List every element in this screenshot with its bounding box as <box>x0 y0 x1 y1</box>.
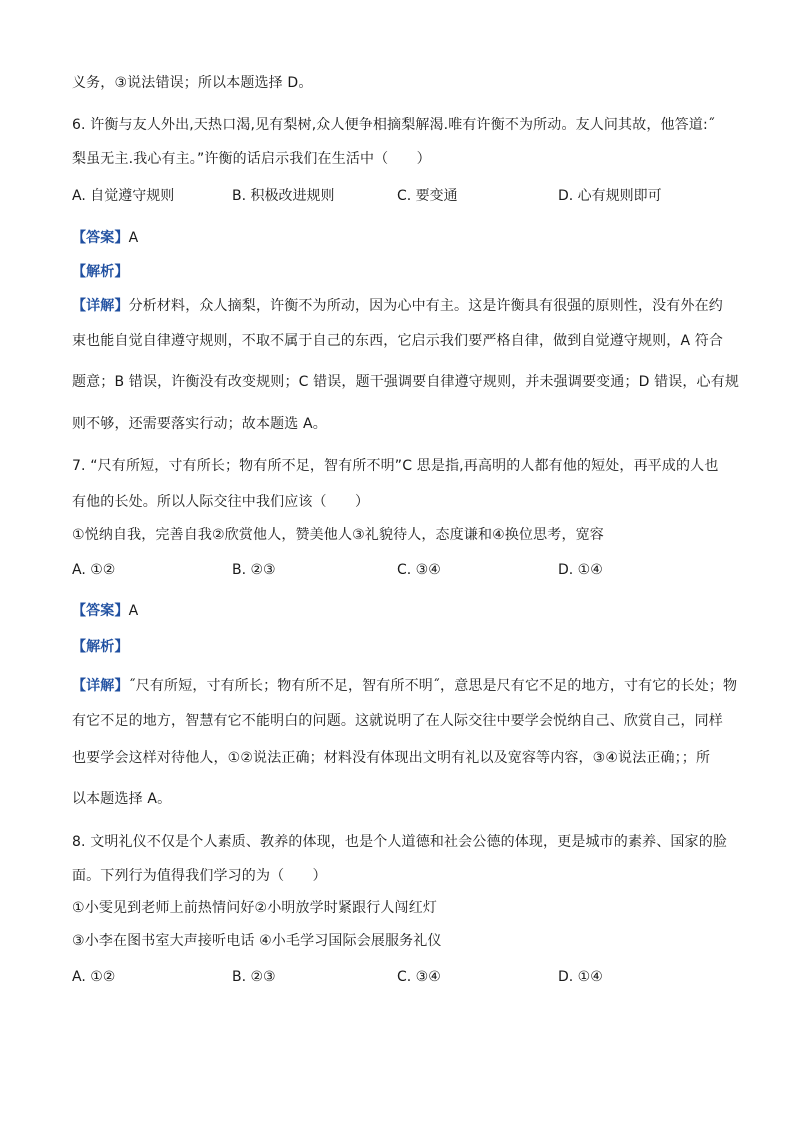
q6-detail-line-3: 题意；B 错误，许衡没有改变规则；C 错误，题干强调要自律遵守规则，并未强调要变通；D 错误，心有规 <box>72 374 740 390</box>
q7-detail-line-4: 以本题选择 A。 <box>72 791 172 807</box>
q6-detail-line-1 <box>72 296 732 316</box>
q8-stem-line-2: 面。下列行为值得我们学习的为（ ） <box>72 868 327 884</box>
q7-options <box>72 560 732 580</box>
q6-detail-line-2: 束也能自觉自律遵守规则，不取不属于自己的东西，它启示我们要严格自律，做到自觉遵守规则，A 符合 <box>72 333 724 349</box>
q6-answer <box>72 228 732 248</box>
detail-text: ˝尺有所短，寸有所长；物有所不足，智有所不明˝，意思是尺有它不足的地方，寸有它的长处；物 <box>128 678 738 694</box>
prev-answer-tail: 义务，③说法错误；所以本题选择 D。 <box>72 75 313 91</box>
q6-option-c: C. 要变通 <box>397 188 458 204</box>
q8-stem-line-1: 8. 文明礼仪不仅是个人素质、教养的体现，也是个人道德和社会公德的体现，更是城市的素养、国家的脸 <box>72 834 728 850</box>
q6-options <box>72 186 732 206</box>
answer-value: A <box>128 230 139 246</box>
q8-option-a: A. ①② <box>72 969 116 985</box>
q7-detail-line-3: 也要学会这样对待他人，①②说法正确；材料没有体现出文明有礼以及宽容等内容，③④说法正确；；所 <box>72 750 711 766</box>
answer-tag: 【答案】 <box>72 230 129 246</box>
detail-tag: 【详解】 <box>72 298 129 314</box>
q7-statements: ①悦纳自我，完善自我②欣赏他人，赞美他人③礼貌待人，态度谦和④换位思考，宽容 <box>72 527 604 543</box>
q8-option-d: D. ①④ <box>558 969 603 985</box>
q7-option-b: B. ②③ <box>232 562 276 578</box>
q6-stem-line-2: 梨虽无主.我心有主。”许衡的话启示我们在生活中（ ） <box>72 151 431 167</box>
q8-statements-line-1: ①小雯见到老师上前热情问好②小明放学时紧跟行人闯红灯 <box>72 900 437 916</box>
q7-answer <box>72 601 732 621</box>
q7-option-c: C. ③④ <box>397 562 441 578</box>
analysis-tag: 【解析】 <box>72 264 129 280</box>
detail-text: 分析材料，众人摘梨，许衡不为所动，因为心中有主。这是许衡具有很强的原则性，没有外在约 <box>128 298 723 314</box>
q8-option-b: B. ②③ <box>232 969 276 985</box>
q7-stem-line-1: 7. “尺有所短，寸有所长；物有所不足，智有所不明”C 思是指,再高明的人都有他的短处，再平成的人也 <box>72 458 719 474</box>
q6-stem-line-1: 6. 许衡与友人外出,天热口渴,见有梨树,众人便争相摘梨解渴.唯有许衡不为所动。友人问其故，他答道:˝ <box>72 117 715 133</box>
q7-option-a: A. ①② <box>72 562 116 578</box>
answer-value: A <box>128 603 139 619</box>
analysis-tag: 【解析】 <box>72 639 129 655</box>
q8-option-c: C. ③④ <box>397 969 441 985</box>
q6-option-b: B. 积极改进规则 <box>232 188 335 204</box>
q7-detail-line-1 <box>72 676 738 696</box>
q7-detail-line-2: 有它不足的地方，智慧有它不能明白的问题。这就说明了在人际交往中要学会悦纳自己、欣赏自己，同样 <box>72 713 723 729</box>
answer-tag: 【答案】 <box>72 603 129 619</box>
detail-tag: 【详解】 <box>72 678 129 694</box>
q6-detail-line-4: 则不够，还需要落实行动；故本题选 A。 <box>72 416 327 432</box>
q8-statements-line-2: ③小李在图书室大声接听电话 ④小毛学习国际会展服务礼仪 <box>72 933 442 949</box>
q8-options <box>72 967 732 987</box>
q6-analysis-heading <box>72 262 732 282</box>
q7-analysis-heading <box>72 637 732 657</box>
q6-option-d: D. 心有规则即可 <box>558 188 662 204</box>
q7-option-d: D. ①④ <box>558 562 603 578</box>
q7-stem-line-2: 有他的长处。所以人际交往中我们应该（ ） <box>72 494 370 510</box>
q6-option-a: A. 自觉遵守规则 <box>72 188 175 204</box>
